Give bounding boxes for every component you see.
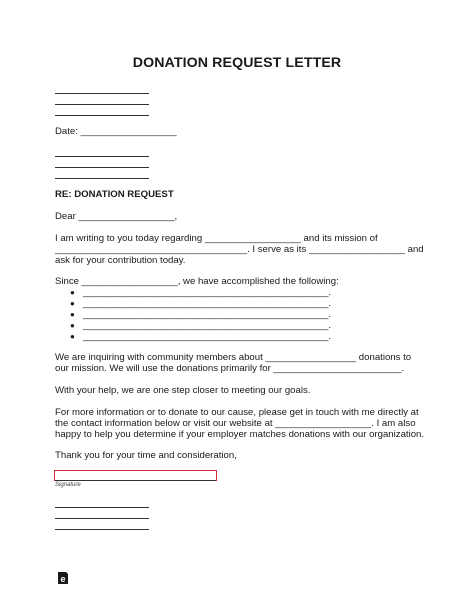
signature-line [55, 480, 216, 481]
sender-title-line [55, 518, 149, 519]
paragraph-4-line-2: the contact information below or visit our website at __________________. I am also [55, 418, 416, 429]
subject-line: RE: DONATION REQUEST [55, 189, 174, 200]
recipient-address-line-1 [55, 156, 149, 157]
bullet-icon: ● [70, 310, 75, 319]
paragraph-2-line-1: We are inquiring with community members about _________________ donations to [55, 352, 412, 363]
sender-name-line [55, 507, 149, 508]
paragraph-1-line-1: I am writing to you today regarding __________________ and its mission of [55, 233, 378, 244]
sender-address-line-3 [55, 115, 149, 116]
paragraph-1-line-3: ask for your contribution today. [55, 255, 186, 266]
svg-text:e: e [60, 574, 66, 584]
sender-contact-line [55, 529, 149, 530]
eforms-logo-icon [56, 571, 70, 585]
paragraph-1-line-2: ____________________________________. I serve as its __________________ and [55, 244, 424, 255]
sender-address-line-1 [55, 93, 149, 94]
bullet-icon: ● [70, 332, 75, 341]
accomplishment-item-1: ______________________________________________. [83, 287, 332, 298]
accomplishment-item-3: ______________________________________________. [83, 309, 332, 320]
accomplishment-item-2: ______________________________________________. [83, 298, 332, 309]
date-field: Date: __________________ [55, 126, 177, 137]
accomplishment-item-4: ______________________________________________. [83, 320, 332, 331]
bullet-icon: ● [70, 321, 75, 330]
signature-label: Signature [55, 482, 81, 488]
bullet-icon: ● [70, 288, 75, 297]
paragraph-4-line-3: happy to help you determine if your employer matches donations with our organization. [55, 429, 425, 440]
bullet-icon: ● [70, 299, 75, 308]
sender-address-line-2 [55, 104, 149, 105]
accomplishment-item-5: ______________________________________________. [83, 331, 332, 342]
closing-line: Thank you for your time and consideration, [55, 450, 237, 461]
recipient-address-line-3 [55, 178, 149, 179]
paragraph-2-line-2: our mission. We will use the donations primarily for ________________________. [55, 363, 405, 374]
paragraph-3: With your help, we are one step closer to meeting our goals. [55, 385, 311, 396]
document-title: DONATION REQUEST LETTER [132, 55, 342, 71]
accomplishments-intro: Since __________________, we have accomplished the following: [55, 276, 339, 287]
paragraph-4-line-1: For more information or to donate to our cause, please get in touch with me directly at [55, 407, 419, 418]
recipient-address-line-2 [55, 167, 149, 168]
salutation: Dear __________________, [55, 211, 178, 222]
